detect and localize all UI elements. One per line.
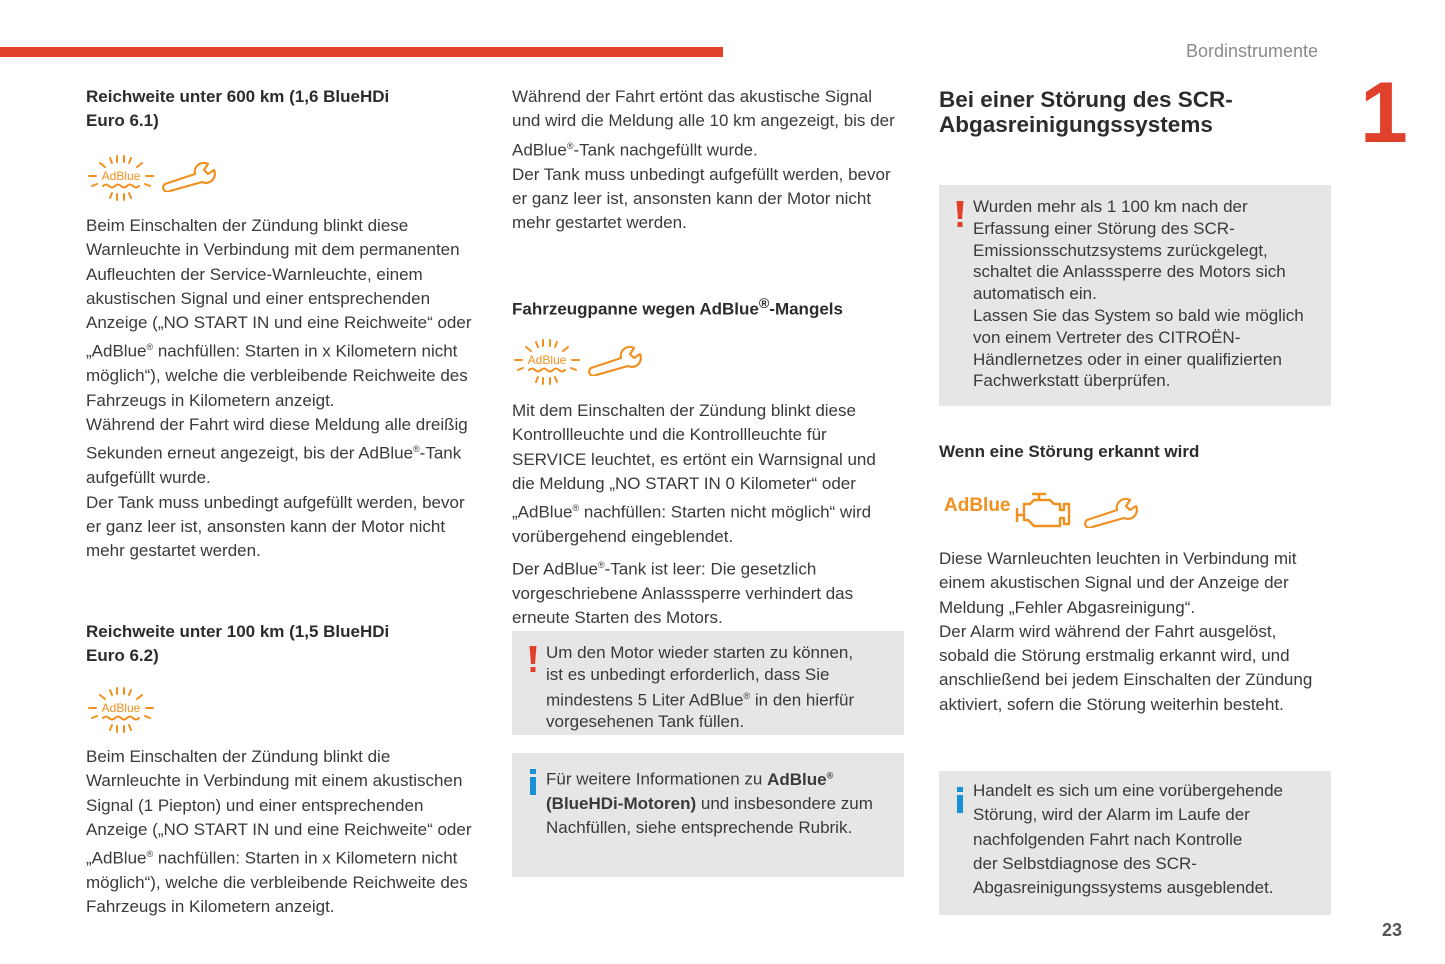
text-line: vorgesehenen Tank füllen. bbox=[546, 712, 745, 732]
text-line bbox=[546, 763, 886, 792]
paragraph-fault-lamps bbox=[939, 547, 1339, 717]
info-box-adblue bbox=[512, 753, 904, 877]
text-line: Nachfüllen, siehe entsprechende Rubrik. bbox=[546, 818, 853, 838]
text-line: schaltet die Anlasssperre des Motors sich bbox=[973, 262, 1286, 282]
text-line: von einem Vertreter des CITROËN- bbox=[973, 327, 1241, 347]
text-line: Störung, wird der Alarm im Laufe der bbox=[973, 805, 1250, 825]
paragraph-range-600 bbox=[86, 214, 496, 563]
text-line: Wurden mehr als 1 100 km nach der bbox=[973, 197, 1248, 216]
text-line: Erfassung einer Störung des SCR- bbox=[973, 218, 1235, 238]
text-line: Anzeige („NO START IN und eine Reichweite“ oder bbox=[86, 819, 472, 839]
text-line: Kontrollleuchte und die Kontrollleuchte für bbox=[512, 425, 827, 445]
paragraph-tank-empty bbox=[512, 553, 912, 631]
text-line: aufgefüllt wurde. bbox=[86, 468, 211, 488]
heading-range-600: Reichweite unter 600 km (1,6 BlueHDi Euro 6.1) bbox=[86, 87, 390, 130]
heading-range-100: Reichweite unter 100 km (1,5 BlueHDi Euro 6.2) bbox=[86, 622, 390, 665]
text-line: anschließend bei jedem Einschalten der Zündung bbox=[939, 670, 1313, 690]
warning-text bbox=[973, 196, 1313, 392]
text-line: sobald die Störung erstmalig erkannt wird, und bbox=[939, 646, 1290, 666]
text-line: AdBlue®-Tank nachgefüllt wurde. bbox=[512, 140, 758, 160]
text-line: akustischen Signal und einer entsprechenden bbox=[86, 288, 431, 308]
text-line: Warnleuchte in Verbindung mit dem permanenten bbox=[86, 240, 460, 260]
info-icon bbox=[955, 787, 965, 818]
adblue-lamp-icon bbox=[86, 686, 156, 734]
text-line: er ganz leer ist, ansonsten kann der Motor nicht bbox=[86, 516, 446, 536]
wrench-icon bbox=[1084, 496, 1140, 528]
paragraph-range-100 bbox=[86, 745, 496, 920]
adblue-label-icon: AdBlue bbox=[944, 495, 1011, 516]
wrench-icon bbox=[588, 344, 644, 376]
text-line: vorübergehend eingeblendet. bbox=[512, 527, 734, 547]
heading-fault-detected: Wenn eine Störung erkannt wird bbox=[939, 442, 1200, 461]
text-line: Fahrzeugs in Kilometern anzeigt. bbox=[86, 390, 335, 410]
text-line: Aufleuchten der Service-Warnleuchte, einem bbox=[86, 264, 423, 284]
text-line: automatisch ein. bbox=[973, 284, 1097, 304]
section-title: Bordinstrumente bbox=[1186, 41, 1319, 61]
text-run: und insbesondere zum bbox=[696, 793, 873, 813]
text-run: Für weitere Informationen zu bbox=[546, 769, 768, 789]
text-line: Der Tank muss unbedingt aufgefüllt werden, bevor bbox=[512, 164, 891, 184]
text-line: ist es unbedingt erforderlich, dass Sie bbox=[546, 664, 830, 684]
text-line: „AdBlue® nachfüllen: Starten in x Kilometern nicht bbox=[86, 848, 458, 868]
text-line: mehr gestartet werden. bbox=[512, 213, 687, 233]
text-line: die Meldung „NO START IN 0 Kilometer“ oder bbox=[512, 473, 856, 493]
adblue-lamp-icon bbox=[512, 338, 582, 386]
text-line: nachfolgenden Fahrt nach Kontrolle bbox=[973, 829, 1243, 849]
text-line: Der Alarm wird während der Fahrt ausgelöst, bbox=[939, 621, 1277, 641]
warning-box-refill bbox=[512, 631, 904, 735]
text-line: Während der Fahrt wird diese Meldung alle dreißig bbox=[86, 415, 468, 435]
text-line: einem akustischen Signal und der Anzeige der bbox=[939, 573, 1289, 593]
engine-check-icon bbox=[1014, 490, 1074, 532]
text-line: Mit dem Einschalten der Zündung blinkt diese bbox=[512, 401, 856, 420]
exclamation-icon bbox=[528, 646, 538, 679]
info-text bbox=[546, 763, 886, 841]
text-line bbox=[546, 792, 886, 816]
text-line: Meldung „Fehler Abgasreinigung“. bbox=[939, 597, 1196, 617]
paragraph-driving-signal bbox=[512, 85, 912, 235]
text-line: Um den Motor wieder starten zu können, bbox=[546, 643, 854, 662]
wrench-icon bbox=[162, 160, 218, 192]
text-line: „AdBlue® nachfüllen: Starten nicht möglich“ wird bbox=[512, 502, 872, 522]
text-line: und wird die Meldung alle 10 km angezeigt, bis der bbox=[512, 111, 895, 131]
text-bold: (BlueHDi-Motoren) bbox=[546, 793, 697, 813]
text-line: möglich“), welche die verbleibende Reichweite des bbox=[86, 873, 468, 893]
warning-text bbox=[546, 642, 886, 733]
paragraph-ignition-blink bbox=[512, 399, 912, 549]
text-line: Der Tank muss unbedingt aufgefüllt werden, bevor bbox=[86, 492, 465, 512]
text-line: Abgasreinigungssystems ausgeblendet. bbox=[973, 878, 1274, 898]
text-line: der Selbstdiagnose des SCR- bbox=[973, 853, 1197, 873]
text-line: Warnleuchte in Verbindung mit einem akustischen bbox=[86, 771, 463, 791]
page-number: 23 bbox=[1382, 920, 1403, 940]
text-line: aktiviert, sofern die Störung weiterhin besteht. bbox=[939, 694, 1284, 714]
adblue-lamp-label: AdBlue bbox=[527, 353, 567, 367]
text-line: mehr gestartet werden. bbox=[86, 541, 261, 561]
text-line: Während der Fahrt ertönt das akustische Signal bbox=[512, 87, 873, 106]
info-icon bbox=[528, 769, 538, 800]
text-line: Fachwerkstatt überprüfen. bbox=[973, 371, 1171, 391]
text-line: Emissionsschutzsystems zurückgelegt, bbox=[973, 240, 1268, 260]
text-line: Beim Einschalten der Zündung blinkt die bbox=[86, 747, 391, 766]
info-text bbox=[973, 779, 1313, 900]
text-line: erneute Starten des Motors. bbox=[512, 608, 723, 628]
adblue-lamp-icon bbox=[86, 154, 156, 202]
text-line: Beim Einschalten der Zündung blinkt diese bbox=[86, 216, 409, 235]
text-line: vorgeschriebene Anlasssperre verhindert das bbox=[512, 583, 854, 603]
text-bold: AdBlue® bbox=[767, 769, 834, 789]
info-box-temporary-fault bbox=[939, 771, 1331, 915]
heading-line: Abgasreinigungssystems bbox=[939, 112, 1213, 137]
warning-box-scr bbox=[939, 185, 1331, 406]
header-accent-bar bbox=[0, 47, 723, 57]
section-heading-scr bbox=[939, 87, 1329, 137]
heading-adblue-breakdown: Fahrzeugpanne wegen AdBlue®-Mangels bbox=[512, 296, 843, 319]
text-line: Händlernetzes oder in einer qualifizierten bbox=[973, 349, 1283, 369]
text-line: er ganz leer ist, ansonsten kann der Motor nicht bbox=[512, 188, 872, 208]
text-line: Sekunden erneut angezeigt, bis der AdBlue®-Tank bbox=[86, 443, 462, 463]
text-line: Lassen Sie das System so bald wie möglich bbox=[973, 305, 1304, 325]
text-line: Diese Warnleuchten leuchten in Verbindung mit bbox=[939, 549, 1297, 568]
text-line: Handelt es sich um eine vorübergehende bbox=[973, 781, 1283, 800]
text-line: mindestens 5 Liter AdBlue® in den hierfür bbox=[546, 690, 855, 710]
text-line: Anzeige („NO START IN und eine Reichweite“ oder bbox=[86, 313, 472, 333]
adblue-lamp-label: AdBlue bbox=[101, 169, 141, 183]
text-line: SERVICE leuchtet, es ertönt ein Warnsignal und bbox=[512, 449, 876, 469]
exclamation-icon bbox=[955, 201, 965, 234]
text-line: Fahrzeugs in Kilometern anzeigt. bbox=[86, 897, 335, 917]
text-line: Der AdBlue®-Tank ist leer: Die gesetzlich bbox=[512, 559, 817, 579]
chapter-number: 1 bbox=[1360, 65, 1408, 161]
text-line: möglich“), welche die verbleibende Reichweite des bbox=[86, 366, 468, 386]
text-line: „AdBlue® nachfüllen: Starten in x Kilometern nicht bbox=[86, 342, 458, 362]
text-line: Signal (1 Piepton) und einer entsprechenden bbox=[86, 795, 424, 815]
heading-line: Bei einer Störung des SCR- bbox=[939, 87, 1233, 112]
adblue-lamp-label: AdBlue bbox=[101, 701, 141, 715]
